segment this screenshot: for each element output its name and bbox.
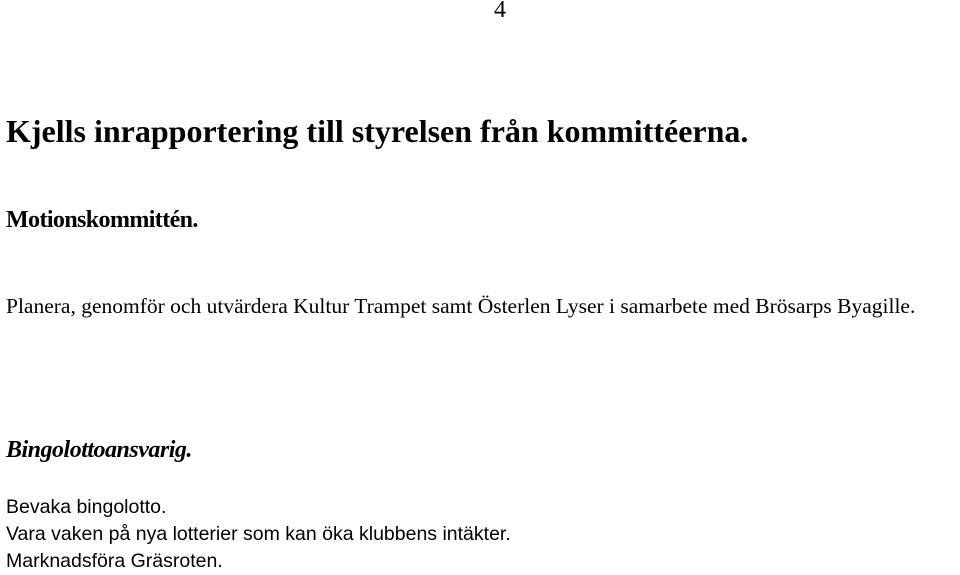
list-item: Vara vaken på nya lotterier som kan öka klubbens intäkter.	[6, 523, 511, 545]
task-list-bingolottoansvarig	[6, 494, 511, 575]
document-title: Kjells inrapportering till styrelsen från kommittéerna.	[6, 113, 749, 149]
list-item: Marknadsföra Gräsroten.	[6, 550, 223, 572]
section-heading-motionskommitten: Motionskommittén.	[6, 207, 198, 233]
page-number: 4	[494, 0, 506, 23]
section-body-motionskommitten: Planera, genomför och utvärdera Kultur Trampet samt Österlen Lyser i samarbete med Brösarps Byagille.	[6, 294, 916, 318]
section-heading-bingolottoansvarig: Bingolottoansvarig.	[6, 437, 192, 463]
list-item: Bevaka bingolotto.	[6, 496, 167, 518]
